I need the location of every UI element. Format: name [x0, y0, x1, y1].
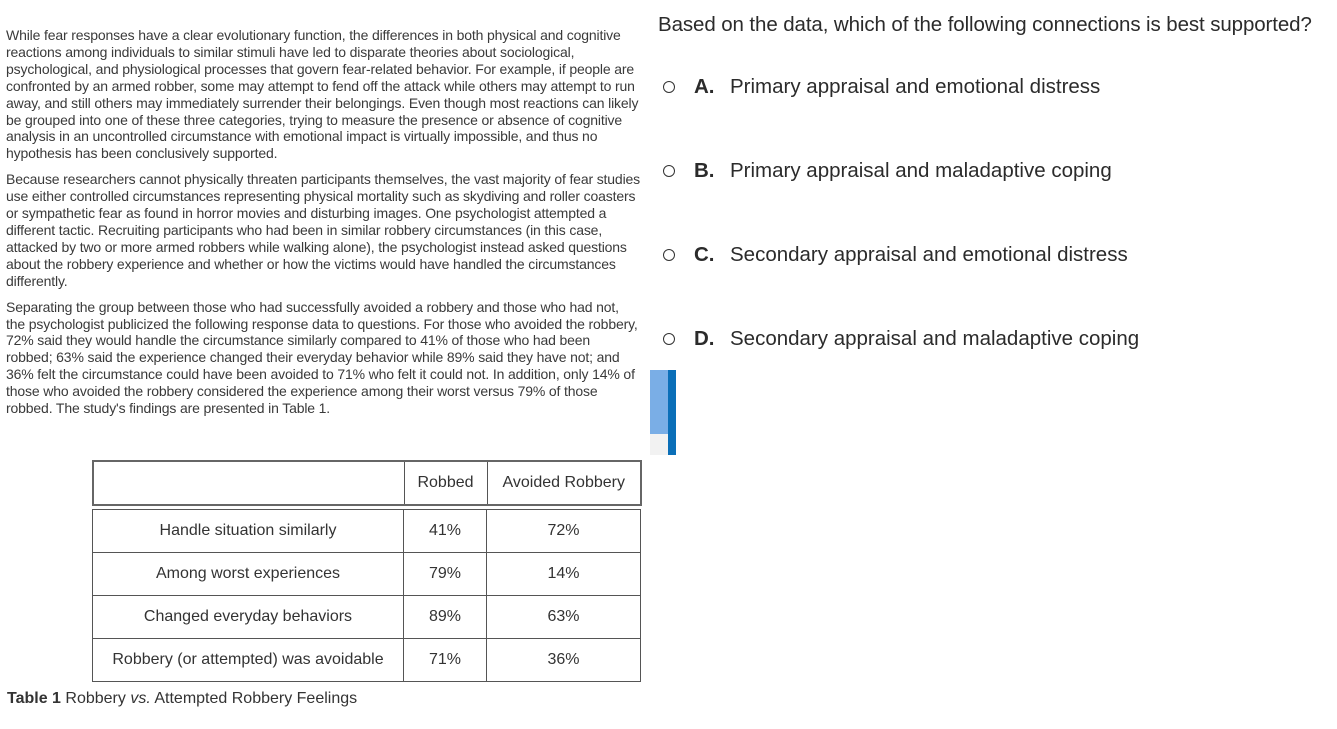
table-row [93, 596, 641, 639]
row-label: Among worst experiences [93, 553, 404, 596]
avoided-value: 72% [487, 510, 641, 553]
table-row [93, 553, 641, 596]
choice-letter: B. [694, 159, 715, 182]
choice-text[interactable]: Primary appraisal and maladaptive coping [730, 159, 1112, 182]
scrollbar-thumb[interactable] [650, 370, 668, 434]
answer-choice-b[interactable] [663, 158, 1112, 184]
header-cell-empty [93, 461, 404, 505]
radio-icon[interactable] [663, 333, 675, 345]
reading-passage [6, 27, 640, 426]
choice-text[interactable]: Primary appraisal and emotional distress [730, 75, 1101, 98]
radio-icon[interactable] [663, 81, 675, 93]
row-label: Robbery (or attempted) was avoidable [93, 639, 404, 682]
choice-text[interactable]: Secondary appraisal and emotional distress [730, 243, 1128, 266]
avoided-value: 14% [487, 553, 641, 596]
caption-text-italic: vs. [130, 690, 151, 707]
row-label: Handle situation similarly [93, 510, 404, 553]
avoided-value: 36% [487, 639, 641, 682]
passage-paragraph-3: Separating the group between those who had successfully avoided a robbery and those who had not, the psychologist publicized the following response data to questions. For those who avoided the robbery, 72% said they would handle the circumstance similarly compared to 41% of those who had been robbed; 63% said the experience changed their everyday behavior while 89% said they have not; and 36% felt the circumstance could have been avoided to 71% who felt it could not. In addition, only 14% of those who avoided the robbery considered the experience among their worst versus 79% of those robbed. The study's findings are presented in Table 1. [6, 298, 638, 417]
radio-icon[interactable] [663, 165, 675, 177]
table-row [93, 639, 641, 682]
passage-paragraph-2: Because researchers cannot physically threaten participants themselves, the vast majority of fear studies use either controlled circumstances representing physical mortality such as skydiving and roller coasters or sympathetic fear as found in horror movies and disturbing images. One psychologist attempted a different tactic. Recruiting participants who had been in similar robbery circumstances (in this case, attacked by two or more armed robbers while walking alone), the psychologist instead asked questions about the robbery experience and whether or how the victims would have handled the circumstances differently. [6, 171, 641, 289]
caption-text-pre: Robbery [65, 690, 126, 707]
table-body [92, 509, 641, 682]
choice-letter: D. [694, 327, 715, 350]
choice-letter: A. [694, 75, 715, 98]
choice-letter: C. [694, 243, 715, 266]
question-prompt: Based on the data, which of the following connections is best supported? [658, 13, 1312, 36]
caption-text-post: Attempted Robbery Feelings [154, 690, 358, 707]
table-row [93, 510, 641, 553]
passage-paragraph-1: While fear responses have a clear evolutionary function, the differences in both physical and cognitive reactions among individuals to similar stimuli have led to disparate theories about sociological, psychological, and physiological processes that govern fear-related behavior. For example, if people are confronted by an armed robber, some may attempt to fend off the attack while others may attempt to run away, and still others may immediately surrender their belongings. Even though most reactions can likely be grouped into one of these three categories, trying to measure the presence or absence of cognitive analysis in an uncontrolled circumstance with emotional impact is virtually impossible, and thus no hypothesis has been conclusively supported. [6, 27, 639, 162]
row-label: Changed everyday behaviors [93, 596, 404, 639]
robbed-value: 79% [404, 553, 487, 596]
robbed-value: 41% [404, 510, 487, 553]
data-table [92, 460, 640, 682]
radio-icon[interactable] [663, 249, 675, 261]
table-header [92, 460, 642, 506]
robbed-value: 71% [404, 639, 487, 682]
table-header-row [93, 461, 641, 505]
scrollbar-edge [668, 370, 676, 455]
robbed-value: 89% [404, 596, 487, 639]
table-caption [7, 690, 357, 708]
header-cell-avoided-robbery: Avoided Robbery [487, 461, 641, 505]
passage-scrollbar[interactable] [650, 370, 676, 455]
choice-text[interactable]: Secondary appraisal and maladaptive coping [730, 327, 1140, 350]
answer-choice-a[interactable] [663, 74, 1100, 100]
avoided-value: 63% [487, 596, 641, 639]
header-cell-robbed: Robbed [404, 461, 487, 505]
caption-label: Table 1 [7, 690, 61, 707]
answer-choice-d[interactable] [663, 326, 1139, 352]
answer-choice-c[interactable] [663, 242, 1128, 268]
